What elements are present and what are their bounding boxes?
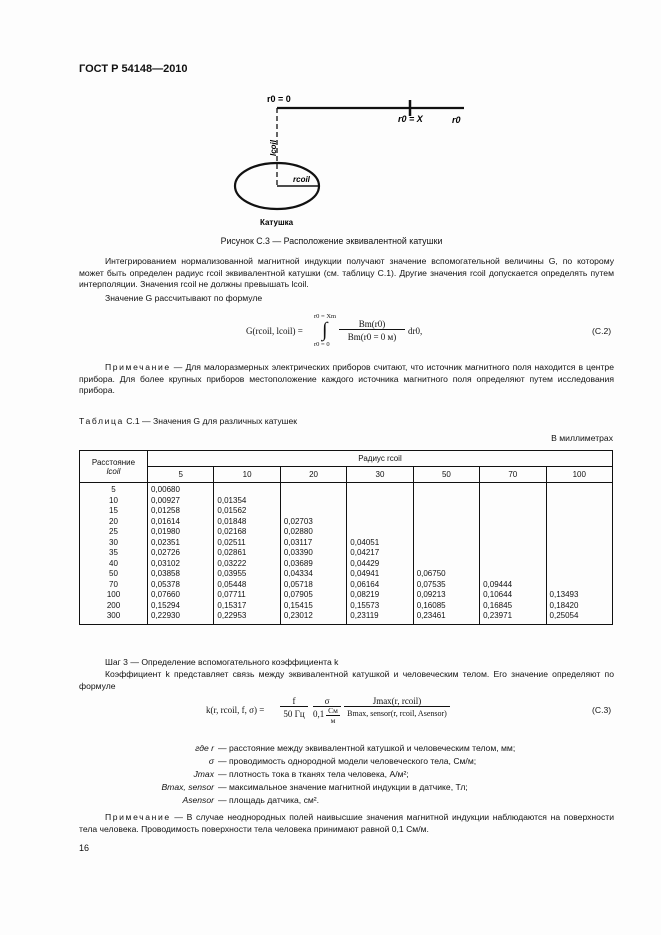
g-value: 0,23012 bbox=[283, 611, 313, 620]
g-value: 0,09444 bbox=[483, 579, 513, 589]
definition-symbol: Jmax bbox=[193, 769, 214, 779]
g-value: 0,09213 bbox=[416, 590, 446, 599]
definition-symbol: Asensor bbox=[182, 795, 214, 805]
g-value: 0,06164 bbox=[350, 579, 380, 589]
g-value bbox=[284, 506, 346, 517]
g-value bbox=[483, 506, 545, 517]
g-value: 0,07711 bbox=[217, 590, 246, 599]
g-value: 0,02703 bbox=[283, 516, 313, 526]
table-title bbox=[79, 416, 297, 426]
definition-symbol: σ bbox=[208, 756, 214, 766]
distance-value: 10 bbox=[109, 495, 118, 505]
values-column-r20 bbox=[280, 483, 346, 625]
g-value: 0,01354 bbox=[217, 495, 247, 505]
g-values-table bbox=[79, 450, 613, 625]
definition-row bbox=[79, 755, 614, 768]
g-value bbox=[284, 496, 346, 507]
distance-value: 5 bbox=[111, 485, 116, 494]
note-2-text: — В случае неоднородных полей наивысшие значения магнитной индукции наблюдаются на поверхности тела человека. Проводимость поверхности тела человека принимают равной 0,1 См/м. bbox=[79, 812, 614, 834]
g-value bbox=[350, 506, 412, 517]
eq3-sigma-den-pre: 0,1 bbox=[313, 709, 325, 719]
eq3-j-num: Jmax(r, rcoil) bbox=[344, 696, 450, 707]
definition-text: — плотность тока в тканях тела человека, А/м²; bbox=[218, 769, 409, 779]
g-value bbox=[417, 506, 479, 517]
g-value: 0,18420 bbox=[549, 600, 579, 610]
g-value bbox=[284, 485, 346, 496]
note-1-label: Примечание bbox=[105, 362, 171, 372]
g-value: 0,03955 bbox=[217, 569, 247, 578]
distance-value: 40 bbox=[109, 558, 118, 568]
table-label: Таблица bbox=[79, 416, 124, 426]
definition-symbol: где r bbox=[195, 743, 214, 753]
g-value: 0,16845 bbox=[483, 600, 513, 610]
g-value bbox=[483, 548, 545, 559]
g-value: 0,23461 bbox=[416, 611, 446, 620]
definition-row bbox=[79, 794, 614, 807]
g-value: 0,13493 bbox=[549, 590, 579, 599]
radius-col-5: 5 bbox=[148, 467, 214, 483]
g-value bbox=[417, 527, 479, 538]
g-value bbox=[417, 485, 479, 496]
coil-label: Катушка bbox=[260, 218, 294, 227]
g-value: 0,03858 bbox=[151, 569, 180, 578]
definition-symbol: Bmax, sensor bbox=[161, 782, 214, 792]
document-header: ГОСТ Р 54148—2010 bbox=[79, 63, 188, 75]
g-value: 0,10644 bbox=[483, 590, 513, 599]
distance-value: 30 bbox=[109, 537, 118, 547]
g-value bbox=[550, 485, 612, 496]
g-value: 0,04051 bbox=[350, 537, 380, 547]
distance-value: 200 bbox=[106, 600, 121, 610]
g-value: 0,02726 bbox=[151, 548, 180, 557]
eq2-upper-limit: r0 = Xm bbox=[314, 313, 337, 320]
g-value bbox=[550, 580, 612, 591]
eq2-numerator: Bm(r0) bbox=[339, 319, 405, 330]
paragraph-integration: Интегрированием нормализованной магнитной индукции получают значение вспомогательной величины G, по которому может быть определен радиус rcoil эквивалентной катушки (см. таблицу С.1). Другие значения rcoil допускается определять путем интерполяции. Значения rcoil не должны превышать lcoil. bbox=[79, 256, 614, 290]
eq3-b-den: Bmax, sensor(r, rcoil, Asensor) bbox=[347, 709, 447, 718]
distance-header: Расстояние lcoil bbox=[80, 451, 148, 483]
definition-row bbox=[79, 781, 614, 794]
g-value: 0,02351 bbox=[151, 537, 180, 547]
g-value bbox=[350, 496, 412, 507]
g-value: 0,00680 bbox=[151, 485, 180, 494]
g-value bbox=[483, 485, 545, 496]
radius-col-30: 30 bbox=[347, 467, 413, 483]
eq2-tail: dr0, bbox=[408, 326, 423, 336]
r0-axis-label: r0 bbox=[452, 115, 461, 125]
radius-header: Радиус rcoil bbox=[148, 451, 613, 467]
distance-value: 20 bbox=[109, 516, 118, 526]
note-1-text: — Для малоразмерных электрических приборов считают, что источник магнитного поля находится в центре прибора. Для более крупных приборов местоположение каждого источника магнитного поля определяют путем исследования прибора. bbox=[79, 362, 614, 396]
g-value: 0,07905 bbox=[283, 590, 313, 599]
definition-text: — площадь датчика, см². bbox=[218, 795, 320, 805]
eq3-sigma-den-den: м bbox=[330, 716, 336, 725]
g-value: 0,15573 bbox=[350, 600, 380, 610]
equation-c2-number: (С.2) bbox=[592, 326, 612, 336]
values-column-r50 bbox=[413, 483, 479, 625]
values-column-r30 bbox=[347, 483, 413, 625]
g-value: 0,04941 bbox=[350, 569, 380, 578]
g-value: 0,07660 bbox=[151, 590, 180, 599]
radius-col-50: 50 bbox=[413, 467, 479, 483]
g-value: 0,01614 bbox=[151, 516, 180, 526]
values-column-r100 bbox=[546, 483, 612, 625]
g-value: 0,02880 bbox=[283, 527, 313, 536]
g-value: 0,15415 bbox=[283, 600, 313, 610]
g-value: 0,04217 bbox=[350, 548, 380, 557]
g-value: 0,03689 bbox=[283, 558, 313, 568]
g-value: 0,06750 bbox=[416, 569, 446, 578]
paragraph-coefficient: Коэффициент k представляет связь между эквивалентной катушкой и человеческим телом. Его значение определяют по формуле bbox=[79, 669, 614, 691]
definition-text: — проводимость однородной модели человеческого тела, См/м; bbox=[218, 756, 477, 766]
g-value: 0,01980 bbox=[151, 527, 180, 536]
page-number: 16 bbox=[79, 843, 90, 853]
g-value bbox=[550, 559, 612, 570]
g-value: 0,03390 bbox=[283, 548, 313, 557]
distance-value: 100 bbox=[106, 590, 121, 599]
g-value bbox=[417, 496, 479, 507]
eq2-lhs: G(rcoil, lcoil) = bbox=[246, 326, 303, 336]
definition-row bbox=[79, 742, 614, 755]
equation-c3-number: (С.3) bbox=[592, 705, 612, 715]
distance-value: 25 bbox=[109, 527, 118, 536]
g-value: 0,01258 bbox=[151, 506, 180, 515]
definition-row bbox=[79, 768, 614, 781]
values-column-r5 bbox=[148, 483, 214, 625]
radius-col-10: 10 bbox=[214, 467, 280, 483]
eq2-denominator: Bm(r0 = 0 м) bbox=[347, 332, 397, 342]
r0-zero-label: r0 = 0 bbox=[267, 94, 291, 104]
eq3-f-num: f bbox=[280, 696, 308, 707]
g-value bbox=[350, 517, 412, 528]
g-value: 0,03102 bbox=[151, 558, 180, 568]
eq3-f-den: 50 Гц bbox=[283, 709, 305, 719]
g-value: 0,22953 bbox=[217, 611, 247, 620]
table-units: В миллиметрах bbox=[551, 433, 613, 443]
eq2-lower-limit: r0 = 0 bbox=[314, 341, 330, 348]
radius-col-20: 20 bbox=[280, 467, 346, 483]
note-2 bbox=[79, 812, 614, 835]
g-value: 0,03117 bbox=[283, 537, 313, 547]
eq3-sigma-den-num: См bbox=[326, 706, 340, 716]
g-value bbox=[483, 527, 545, 538]
g-value: 0,01848 bbox=[217, 516, 247, 526]
g-value: 0,22930 bbox=[151, 611, 180, 620]
g-value: 0,16085 bbox=[416, 600, 446, 610]
g-value: 0,03222 bbox=[217, 558, 247, 568]
distance-value: 70 bbox=[109, 579, 118, 589]
eq3-sigma-num: σ bbox=[313, 696, 341, 707]
g-value: 0,07535 bbox=[416, 579, 446, 589]
distance-column bbox=[80, 483, 148, 625]
g-value bbox=[217, 485, 279, 496]
note-2-label: Примечание bbox=[105, 812, 171, 822]
g-value: 0,15294 bbox=[151, 600, 180, 610]
note-1 bbox=[79, 362, 614, 397]
distance-value: 300 bbox=[106, 611, 121, 620]
g-value bbox=[417, 548, 479, 559]
g-value bbox=[417, 559, 479, 570]
g-value bbox=[483, 559, 545, 570]
eq3-lhs: k(r, rcoil, f, σ) = bbox=[206, 705, 265, 715]
definition-text: — расстояние между эквивалентной катушкой и человеческим телом, мм; bbox=[218, 743, 516, 753]
coil-figure bbox=[220, 88, 480, 233]
definition-text: — максимальное значение магнитной индукции в датчике, Тл; bbox=[218, 782, 468, 792]
g-value bbox=[550, 496, 612, 507]
g-value: 0,08219 bbox=[350, 590, 380, 599]
g-value: 0,01562 bbox=[217, 506, 247, 515]
g-value: 0,04334 bbox=[283, 569, 313, 578]
g-value bbox=[483, 538, 545, 549]
symbol-definitions bbox=[79, 742, 614, 807]
figure-caption: Рисунок С.3 — Расположение эквивалентной катушки bbox=[220, 236, 443, 246]
g-value: 0,02168 bbox=[217, 527, 247, 536]
integral-sign: ∫ bbox=[322, 319, 328, 341]
rcoil-label: rcoil bbox=[293, 175, 310, 184]
g-value bbox=[417, 517, 479, 528]
equation-c2 bbox=[246, 315, 426, 355]
g-value: 0,23971 bbox=[483, 611, 513, 620]
values-column-r10 bbox=[214, 483, 280, 625]
table-title-text: С.1 — Значения G для различных катушек bbox=[123, 416, 298, 426]
distance-value: 15 bbox=[109, 506, 118, 515]
g-value: 0,23119 bbox=[350, 611, 379, 620]
g-value: 0,05718 bbox=[283, 579, 313, 589]
g-value bbox=[417, 538, 479, 549]
step-3-heading: Шаг 3 — Определение вспомогательного коэффициента k bbox=[105, 657, 339, 667]
g-value: 0,05378 bbox=[151, 579, 180, 589]
paragraph-formula-intro: Значение G рассчитывают по формуле bbox=[105, 293, 263, 303]
g-value: 0,00927 bbox=[151, 495, 180, 505]
g-value bbox=[550, 506, 612, 517]
g-value: 0,05448 bbox=[217, 579, 247, 589]
radius-col-70: 70 bbox=[480, 467, 546, 483]
g-value bbox=[483, 496, 545, 507]
g-value bbox=[550, 538, 612, 549]
g-value bbox=[550, 569, 612, 580]
lcoil-label: lcoil bbox=[269, 139, 278, 156]
distance-value: 35 bbox=[109, 548, 118, 557]
g-value: 0,04429 bbox=[350, 558, 380, 568]
g-value bbox=[350, 527, 412, 538]
g-value bbox=[350, 485, 412, 496]
g-value bbox=[550, 527, 612, 538]
g-value bbox=[550, 548, 612, 559]
radius-col-100: 100 bbox=[546, 467, 612, 483]
equation-c3 bbox=[206, 695, 456, 735]
r0-x-label: r0 = X bbox=[398, 114, 423, 124]
g-value bbox=[483, 569, 545, 580]
distance-value: 50 bbox=[109, 569, 118, 578]
g-value: 0,02511 bbox=[217, 537, 246, 547]
g-value bbox=[550, 517, 612, 528]
g-value: 0,02861 bbox=[217, 548, 247, 557]
g-value: 0,15317 bbox=[217, 600, 247, 610]
values-column-r70 bbox=[480, 483, 546, 625]
g-value bbox=[483, 517, 545, 528]
g-value: 0,25054 bbox=[549, 611, 579, 620]
